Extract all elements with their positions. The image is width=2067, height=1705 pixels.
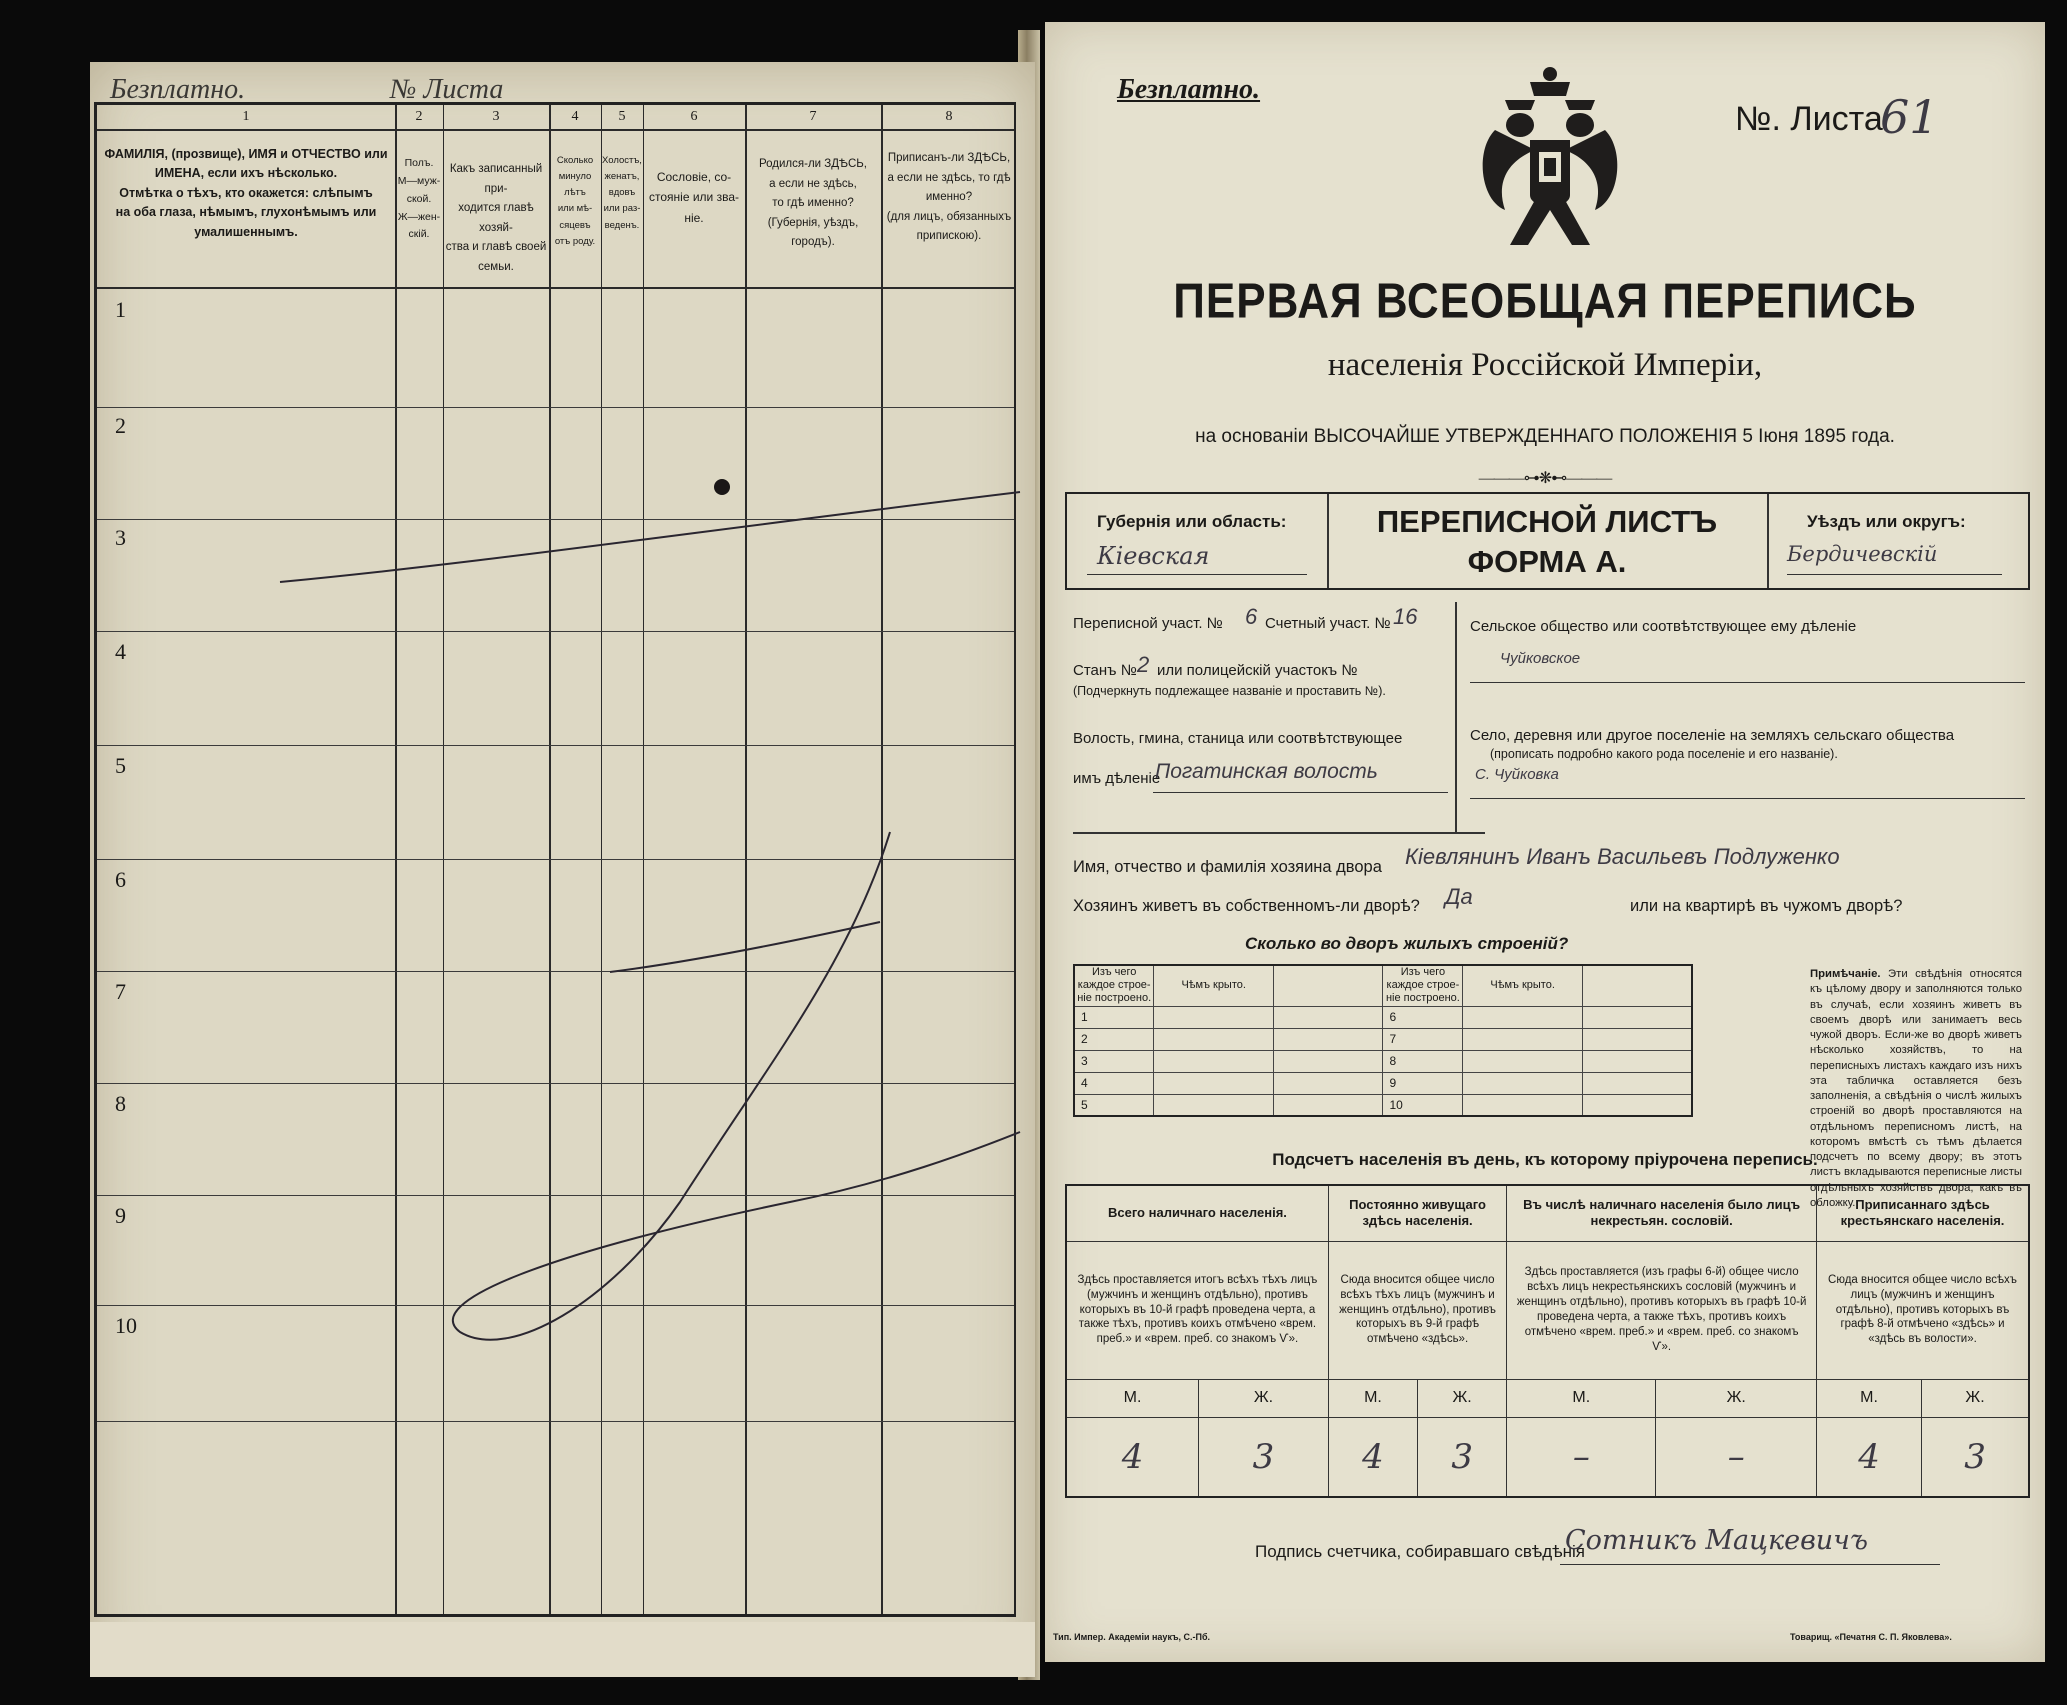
bt-cell xyxy=(1154,1006,1274,1028)
owner-value: Кіевлянинъ Иванъ Васильевъ Подлуженко xyxy=(1405,844,1840,869)
sum-value: – xyxy=(1656,1417,1817,1497)
sum-head-permanent: Постоянно живущаго здѣсь населенія. xyxy=(1328,1185,1506,1241)
header-line: М—муж- xyxy=(397,174,441,187)
sum-col-male: М. xyxy=(1507,1379,1656,1417)
selo-value: С. Чуйковка xyxy=(1475,766,1559,783)
header-marital xyxy=(601,153,643,234)
header-line: Приписанъ-ли ЗДѢСЬ, xyxy=(887,152,1011,164)
row-number: 4 xyxy=(115,639,126,664)
form-main-title: ПЕРВАЯ ВСЕОБЩАЯ ПЕРЕПИСЬ xyxy=(1173,274,1917,329)
underline xyxy=(1087,574,1307,575)
sum-col-female: Ж. xyxy=(1656,1379,1817,1417)
sum-col-female: Ж. xyxy=(1922,1379,2029,1417)
header-line: минуло xyxy=(558,171,592,183)
bt-cell xyxy=(1154,1050,1274,1072)
row-line xyxy=(97,631,1014,632)
stan-label: Станъ № xyxy=(1073,662,1137,679)
header-line: семьи. xyxy=(478,260,514,273)
bt-cell xyxy=(1273,1028,1382,1050)
sum-value: 3 xyxy=(1922,1417,2029,1497)
row-number: 7 xyxy=(115,979,126,1004)
left-free-label: Безплатно. xyxy=(110,74,246,105)
sum-col-male: М. xyxy=(1328,1379,1417,1417)
note-block xyxy=(1810,967,2022,1211)
form-title-line: ФОРМА А. xyxy=(1467,544,1627,580)
note-text: Эти свѣдѣнія относятся къ цѣлому двору и заполняются только въ случаѣ, если хозяинъ живетъ въ своемъ дворѣ или занимаетъ весь чужой дворъ. Если-же во дворѣ живетъ нѣсколько хозяйствъ, то на переписныхъ листахъ каждаго изъ нихъ эта табличка оставляется безъ заполненія, а свѣдѣнія о числѣ жилыхъ строеній во дворѣ проставляются на отдѣльномъ переписномъ листѣ, на которомъ вмѣстѣ съ тѣмъ дѣлается подсчетъ по всему двору; въ этотъ листъ вкладываются переписные листы отдѣльныхъ хозяйствъ двора, какъ въ обложку. xyxy=(1810,968,2022,1209)
sum-value: 4 xyxy=(1328,1417,1417,1497)
row-number: 2 xyxy=(115,413,126,438)
persons-table xyxy=(94,102,1016,1617)
header-sex xyxy=(395,155,443,244)
row-number: 3 xyxy=(115,525,126,550)
sum-col-male: М. xyxy=(1817,1379,1922,1417)
volost-label: Волость, гмина, станица или соотвѣтствующее xyxy=(1073,730,1403,747)
col-number-6: 6 xyxy=(690,109,698,124)
section-rule xyxy=(1073,832,1455,834)
bt-row-number: 5 xyxy=(1074,1094,1154,1116)
row-number: 9 xyxy=(115,1203,126,1228)
header-line: Какъ записанный при- xyxy=(449,163,543,195)
page-bottom-margin xyxy=(90,1622,1035,1677)
underline xyxy=(1470,682,2025,683)
bt-row-number: 1 xyxy=(1074,1006,1154,1028)
sum-head-non-peasant: Въ числѣ наличнаго населенія было лицъ некрестьян. сословій. xyxy=(1507,1185,1817,1241)
left-list-label: № Листа xyxy=(390,74,504,105)
bt-head-roof: Чѣмъ крыто. xyxy=(1154,965,1274,1006)
stan-value: 2 xyxy=(1137,652,1150,677)
header-line: стояніе или зва- xyxy=(649,190,739,205)
header-name xyxy=(101,145,391,242)
header-line: (для лицъ, обязанныхъ xyxy=(886,210,1012,223)
gubernia-label: Губернія или область: xyxy=(1097,512,1287,531)
bt-head-blank xyxy=(1273,965,1382,1006)
sum-head-registered: Приписаннаго здѣсь крестьянскаго населенія. xyxy=(1817,1185,2029,1241)
row-number: 10 xyxy=(115,1313,137,1338)
schet-uch-label: Счетный участ. № xyxy=(1265,615,1391,632)
bt-cell xyxy=(1582,1094,1692,1116)
bt-cell xyxy=(1582,1072,1692,1094)
row-line xyxy=(97,859,1014,860)
header-line: на оба глаза, нѣмымъ, глухонѣмымъ или xyxy=(115,205,377,220)
bt-cell xyxy=(1463,1028,1583,1050)
col-number-2: 2 xyxy=(415,109,423,124)
bt-cell xyxy=(1154,1094,1274,1116)
summary-title: Подсчетъ населенія въ день, къ которому пріурочена перепись. xyxy=(1272,1150,1818,1169)
bt-row-number: 2 xyxy=(1074,1028,1154,1050)
bt-head-material: Изъ чего каждое строе-ніе построено. xyxy=(1383,965,1463,1006)
header-line: Ж—жен- xyxy=(397,210,441,223)
header-line: сяцевъ xyxy=(559,219,591,231)
row-line xyxy=(97,971,1014,972)
header-registration xyxy=(881,149,1017,247)
header-line: умалишеннымъ. xyxy=(194,224,298,239)
stan-note: (Подчеркнуть подлежащее названіе и проставить №). xyxy=(1073,684,1386,698)
divider xyxy=(1767,494,1769,588)
header-line: отъ роду. xyxy=(554,235,596,247)
header-line: Сословіе, со- xyxy=(656,170,732,184)
sum-desc-registered: Сюда вносится общее число всѣхъ лицъ (мужчинъ и женщинъ отдѣльно), противъ которыхъ въ графѣ 8-й отмѣчено «здѣсь» и «здѣсь въ волости». xyxy=(1817,1241,2029,1379)
row-line xyxy=(97,407,1014,408)
bt-row-number: 3 xyxy=(1074,1050,1154,1072)
signature-label: Подпись счетчика, собиравшаго свѣдѣнія xyxy=(1255,1542,1585,1561)
header-line: припискою). xyxy=(916,230,982,243)
row-line xyxy=(97,1195,1014,1196)
gubernia-value: Кіевская xyxy=(1097,542,1210,570)
header-line: вдовъ xyxy=(608,187,636,199)
bt-head-material: Изъ чего каждое строе-ніе построено. xyxy=(1074,965,1154,1006)
row-line xyxy=(97,519,1014,520)
col-number-1: 1 xyxy=(242,109,250,124)
bt-cell xyxy=(1273,1094,1382,1116)
header-line: женатъ, xyxy=(604,171,640,183)
underline xyxy=(1470,798,2025,799)
bt-row-number: 6 xyxy=(1383,1006,1463,1028)
bt-cell xyxy=(1463,1050,1583,1072)
header-line: ходится главѣ хозяй- xyxy=(458,202,534,234)
printer-imprint-left: Тип. Импер. Академіи наукъ, С.-Пб. xyxy=(1053,1632,1211,1642)
address-divider xyxy=(1455,602,1457,832)
row-line xyxy=(97,1083,1014,1084)
obshchestvo-label: Сельское общество или соотвѣтствующее ему дѣленіе xyxy=(1470,618,1857,635)
decree-line: на основаніи ВЫСОЧАЙШЕ УТВЕРЖДЕННАГО ПОЛОЖЕНІЯ 5 Іюня 1895 года. xyxy=(1195,426,1895,447)
header-line: ніе. xyxy=(684,210,704,225)
form-title xyxy=(1327,502,1767,583)
sheet-number-value: 61 xyxy=(1880,90,1939,144)
volost-value: Погатинская волость xyxy=(1155,760,1378,783)
lives-value: Да xyxy=(1445,884,1473,909)
sum-col-female: Ж. xyxy=(1199,1379,1329,1417)
row-line xyxy=(97,745,1014,746)
header-birthplace xyxy=(745,155,881,253)
sum-value: 4 xyxy=(1066,1417,1199,1497)
header-line: ства и главѣ своей xyxy=(445,241,547,254)
selo-label: Село, деревня или другое поселеніе на земляхъ сельскаго общества xyxy=(1470,727,1955,744)
header-line: Отмѣтка о тѣхъ, кто окажется: слѣпымъ xyxy=(119,185,373,200)
col-number-5: 5 xyxy=(618,109,626,124)
header-line: а если не здѣсь, то гдѣ xyxy=(887,171,1011,184)
obshchestvo-value: Чуйковское xyxy=(1500,650,1581,667)
header-line: Холостъ, xyxy=(602,155,642,166)
col-number-4: 4 xyxy=(571,109,579,124)
row-number: 6 xyxy=(115,867,126,892)
header-relation xyxy=(443,160,549,277)
uezd-value: Бердичевскій xyxy=(1787,542,1938,566)
bt-cell xyxy=(1582,1006,1692,1028)
bt-row-number: 7 xyxy=(1383,1028,1463,1050)
volost-label-2: имъ дѣленіе xyxy=(1073,770,1161,787)
header-boxes xyxy=(1065,492,2030,590)
header-rule xyxy=(97,129,1014,131)
header-line: или мѣ- xyxy=(557,203,593,215)
header-line: скій. xyxy=(408,228,430,241)
col-number-7: 7 xyxy=(809,109,817,124)
header-line: или раз- xyxy=(603,203,641,215)
header-line: ской. xyxy=(406,192,432,205)
sum-col-male: М. xyxy=(1066,1379,1199,1417)
row-number: 8 xyxy=(115,1091,126,1116)
bt-cell xyxy=(1154,1028,1274,1050)
underline xyxy=(1153,792,1448,793)
form-subtitle: населенія Россійской Имперіи, xyxy=(1327,347,1763,383)
bt-cell xyxy=(1273,1072,1382,1094)
row-line xyxy=(97,1305,1014,1306)
perepis-uch-label: Переписной участ. № xyxy=(1073,615,1223,632)
sum-desc-permanent: Сюда вносится общее число всѣхъ тѣхъ лицъ (мужчинъ и женщинъ отдѣльно), противъ которыхъ въ 9-й графѣ отмѣчено «здѣсь». xyxy=(1328,1241,1506,1379)
header-line: именно? xyxy=(925,191,973,204)
owner-label: Имя, отчество и фамилія хозяина двора xyxy=(1073,858,1382,876)
free-label: Безплатно. xyxy=(1117,74,1261,105)
header-line: Полъ. xyxy=(404,157,434,169)
col-number-8: 8 xyxy=(945,109,953,124)
right-page-census-form xyxy=(1045,22,2045,1662)
bt-head-roof: Чѣмъ крыто. xyxy=(1463,965,1583,1006)
section-rule xyxy=(1455,832,1485,834)
sheet-number-label: №. Листа xyxy=(1735,100,1883,138)
header-line: ИМЕНА, если ихъ нѣсколько. xyxy=(154,166,338,181)
underline xyxy=(1560,1564,1940,1565)
note-title: Примѣчаніе. xyxy=(1810,968,1881,980)
lives-label: Хозяинъ живетъ въ собственномъ-ли дворѣ? xyxy=(1073,897,1420,915)
buildings-label: Сколько во дворъ жилыхъ строеній? xyxy=(1245,934,1569,953)
sum-col-female: Ж. xyxy=(1418,1379,1507,1417)
bt-cell xyxy=(1154,1072,1274,1094)
summary-table xyxy=(1065,1184,2030,1498)
bt-cell xyxy=(1273,1006,1382,1028)
bt-cell xyxy=(1463,1094,1583,1116)
header-line: (Губернія, уѣздъ, городъ). xyxy=(767,216,859,249)
bt-cell xyxy=(1273,1050,1382,1072)
bt-cell xyxy=(1463,1006,1583,1028)
bt-row-number: 10 xyxy=(1383,1094,1463,1116)
row-number: 1 xyxy=(115,297,126,322)
header-line: веденъ. xyxy=(604,219,640,231)
perepis-uch-value: 6 xyxy=(1245,604,1258,629)
police-label: или полицейскій участокъ № xyxy=(1157,662,1358,679)
printer-imprint-right: Товарищ. «Печатня С. П. Яковлева». xyxy=(1790,1632,1952,1642)
header-line: Родился-ли ЗДѢСЬ, xyxy=(758,158,867,170)
form-title-line: ПЕРЕПИСНОЙ ЛИСТЪ xyxy=(1376,504,1718,539)
bt-row-number: 4 xyxy=(1074,1072,1154,1094)
uezd-label: Уѣздъ или округъ: xyxy=(1807,512,1966,531)
header-bottom-rule xyxy=(97,287,1014,289)
sum-head-present: Всего наличнаго населенія. xyxy=(1066,1185,1328,1241)
buildings-table xyxy=(1073,964,1693,1117)
sum-desc-present: Здѣсь проставляется итогъ всѣхъ тѣхъ лицъ (мужчинъ и женщинъ отдѣльно), противъ которыхъ въ 10-й графѣ проведена черта, а также тѣхъ, противъ коихъ отмѣчено «врем. преб.» и «врем. преб. со знакомъ Ѵ». xyxy=(1066,1241,1328,1379)
imperial-eagle-icon xyxy=(1475,60,1625,260)
sum-value: 3 xyxy=(1199,1417,1329,1497)
header-line: ФАМИЛІЯ, (прозвище), ИМЯ и ОТЧЕСТВО или xyxy=(104,147,388,161)
row-line xyxy=(97,1421,1014,1422)
header-line: то гдѣ именно? xyxy=(772,197,854,210)
col-number-3: 3 xyxy=(492,109,500,124)
bt-row-number: 8 xyxy=(1383,1050,1463,1072)
header-line: лѣтъ xyxy=(564,187,586,199)
selo-note: (прописать подробно какого рода поселеніе и его названіе). xyxy=(1490,747,1838,761)
lives-alt-label: или на квартирѣ въ чужомъ дворѣ? xyxy=(1630,897,1903,915)
sum-value: – xyxy=(1507,1417,1656,1497)
header-estate xyxy=(643,167,745,228)
ornament-divider: ———⊶❋⊷——— xyxy=(1478,470,1612,487)
row-number: 5 xyxy=(115,753,126,778)
underline xyxy=(1787,574,2002,575)
header-age xyxy=(549,153,601,250)
bt-row-number: 9 xyxy=(1383,1072,1463,1094)
header-line: Сколько xyxy=(556,155,594,166)
header-line: а если не здѣсь, xyxy=(769,177,857,190)
sum-desc-non-peasant: Здѣсь проставляется (изъ графы 6-й) общее число всѣхъ лицъ некрестьянскихъ сословій (мужчинъ и женщинъ отдѣльно), противъ которыхъ въ графѣ 10-й проведена черта, а также тѣхъ, противъ коихъ отмѣчено «врем. преб.» и «врем. преб. со знакомъ Ѵ». xyxy=(1507,1241,1817,1379)
left-page-back-side xyxy=(90,62,1035,1677)
bt-cell xyxy=(1582,1050,1692,1072)
bt-cell xyxy=(1582,1028,1692,1050)
bt-head-blank xyxy=(1582,965,1692,1006)
bt-cell xyxy=(1463,1072,1583,1094)
sum-value: 3 xyxy=(1418,1417,1507,1497)
schet-uch-value: 16 xyxy=(1393,604,1418,629)
signature-value: Сотникъ Мацкевичъ xyxy=(1565,1525,1868,1556)
sum-value: 4 xyxy=(1817,1417,1922,1497)
